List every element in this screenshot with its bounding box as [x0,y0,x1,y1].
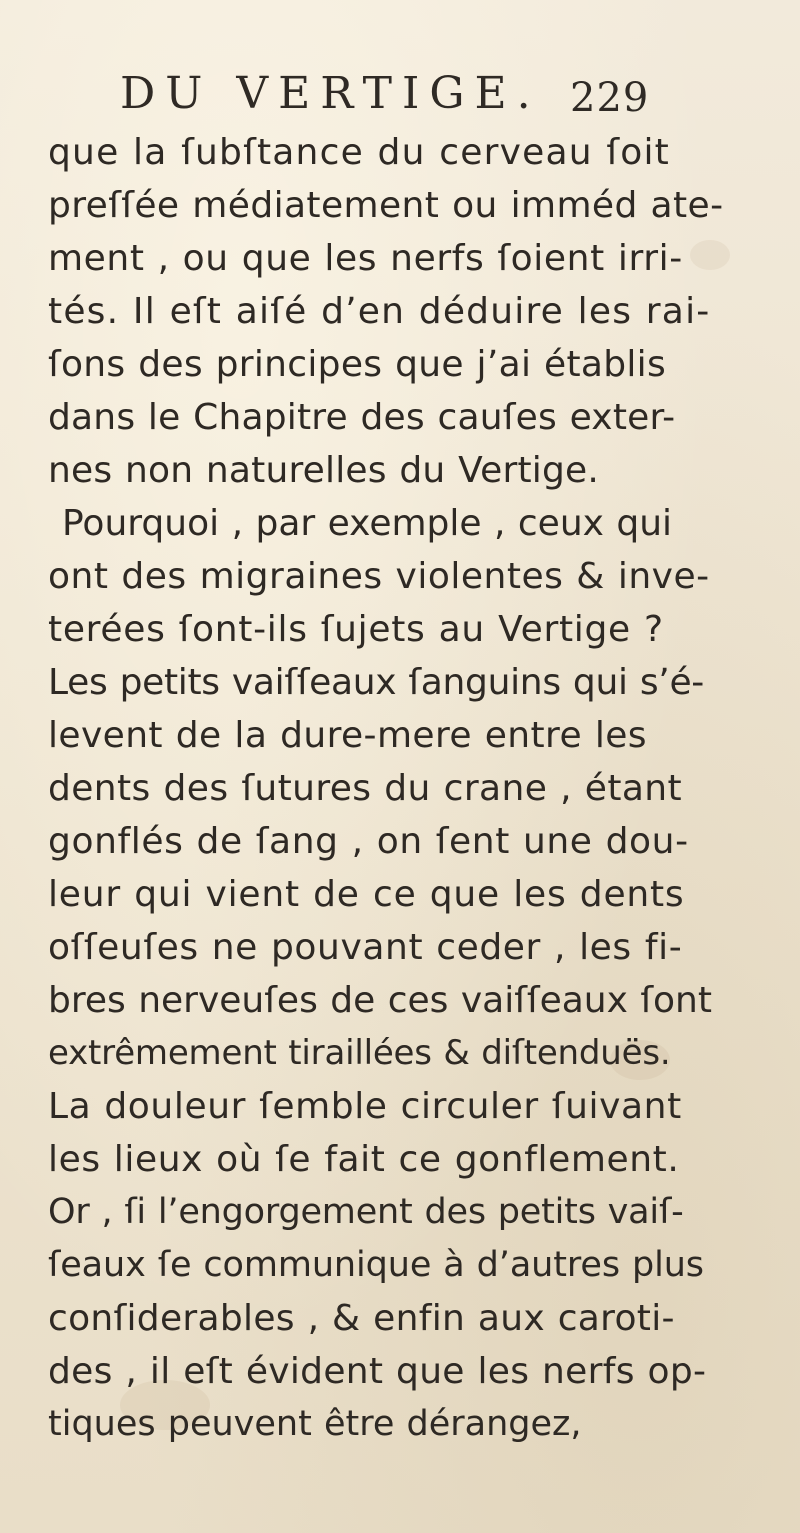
text-line: ont des migraines violentes & inve- [48,556,710,597]
text-line: dents des ſutures du crane , étant [48,768,683,809]
text-line: Les petits vaiſſeaux ſanguins qui s’é- [48,662,704,703]
text-line: que la ſubſtance du cerveau ſoit [48,132,671,173]
text-line: ment , ou que les nerfs ſoient irri- [48,238,683,279]
text-line: tiques peuvent être dérangez, [48,1404,582,1444]
text-line: dans le Chapitre des cauſes exter- [48,397,676,438]
text-line: extrêmement tiraillées & diſtenduës. [48,1033,671,1073]
text-line: leur qui vient de ce que les dents [48,874,685,915]
text-line: les lieux où ſe fait ce gonflement. [48,1139,680,1180]
text-line: ſeaux ſe communique à d’autres plus [48,1245,704,1285]
text-line: Pourquoi , par exemple , ceux qui [62,503,673,544]
page-number: 229 [570,75,650,121]
text-line: bres nerveuſes de ces vaiſſeaux ſont [48,980,712,1021]
text-line: tés. Il eſt aiſé d’en déduire les rai- [48,291,711,332]
text-line: levent de la dure-mere entre les [48,715,647,756]
text-line: terées ſont-ils ſujets au Vertige ? [48,609,664,650]
text-line: des , il eſt évident que les nerfs op- [48,1351,707,1392]
text-line: La douleur ſemble circuler ſuivant [48,1086,682,1127]
page-header [0,66,800,126]
running-title: DU VERTIGE. [120,68,541,119]
body-text [48,126,768,1451]
text-line: Or , ſi l’engorgement des petits vaiſ- [48,1192,684,1232]
text-line: nes non naturelles du Vertige. [48,450,600,491]
text-line: conſiderables , & enfin aux caroti- [48,1298,675,1339]
text-line: preſſée médiatement ou imméd ate- [48,185,724,226]
text-line: ſons des principes que j’ai établis [48,344,667,385]
text-line: gonflés de ſang , on ſent une dou- [48,821,689,862]
text-line: oſſeuſes ne pouvant ceder , les fi- [48,927,683,968]
